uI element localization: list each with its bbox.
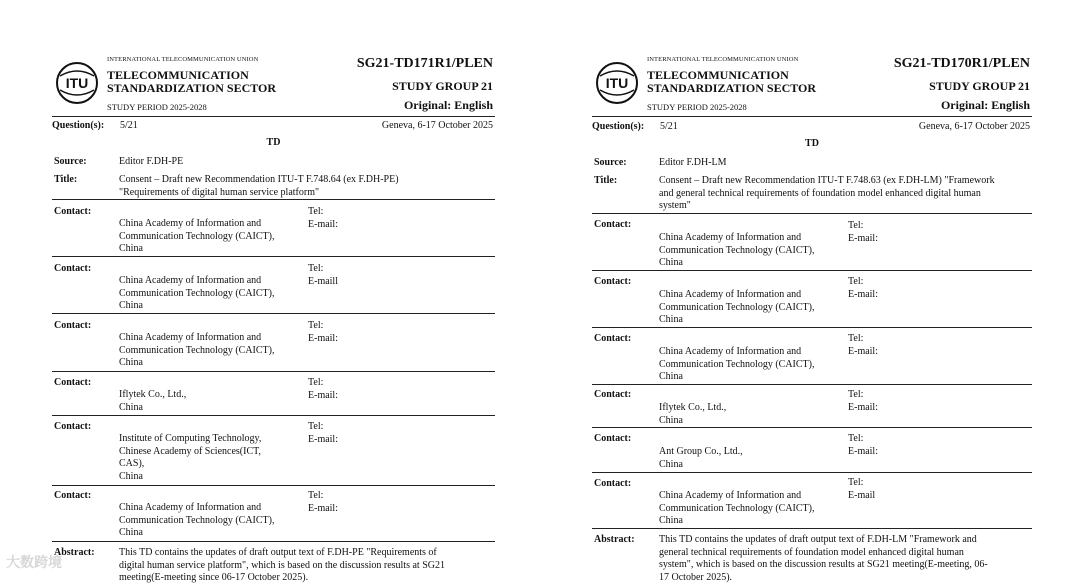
contact-org: Iflytek Co., Ltd., China (659, 402, 727, 426)
contact-label: Contact: (54, 206, 92, 217)
abstract-label: Abstract: (54, 547, 95, 558)
abstract-text: This TD contains the updates of draft output text of F.DH-PE "Requirements of digital human service platform", which is based on the discussion results at SG21 meeting(E-meeting since 06-17 October 2025). (119, 547, 445, 583)
contact-tel: Tel: E-mail (848, 477, 876, 501)
question-label: Question(s): (592, 121, 645, 132)
contact-label: Contact: (54, 421, 92, 432)
contact-label: Contact: (594, 433, 632, 444)
divider (52, 256, 495, 257)
contact-tel: Tel: E-mail: (848, 333, 878, 357)
question-label: Question(s): (52, 120, 105, 131)
contact-org: China Academy of Information and Communication Technology (CAICT), China (659, 346, 815, 382)
svg-text:ITU: ITU (65, 75, 89, 91)
contact-label: Contact: (54, 263, 92, 274)
contact-tel: Tel: E-maill (308, 263, 338, 287)
study-group: STUDY GROUP 21 (929, 79, 1030, 93)
source-value: Editor F.DH-LM (659, 157, 727, 168)
contact-org: China Academy of Information and Communication Technology (CAICT), China (659, 232, 815, 268)
divider (592, 116, 1032, 117)
location-date: Geneva, 6-17 October 2025 (381, 120, 493, 131)
contact-label: Contact: (594, 276, 632, 287)
divider (52, 116, 495, 117)
doc-number: SG21-TD171R1/PLEN (356, 56, 493, 71)
union-name: INTERNATIONAL TELECOMMUNICATION UNION (647, 56, 799, 63)
original-language: Original: English (403, 98, 493, 112)
divider (592, 472, 1032, 473)
contact-org: China Academy of Information and Communication Technology (CAICT), China (119, 218, 275, 254)
contact-tel: Tel: E-mail: (308, 206, 338, 230)
doc-number: SG21-TD170R1/PLEN (893, 56, 1030, 71)
contact-org: Ant Group Co., Ltd., China (659, 446, 743, 470)
title-value: Consent – Draft new Recommendation ITU-T F.748.64 (ex F.DH-PE) "Requirements of digital human service platform" (119, 174, 399, 198)
divider (592, 427, 1032, 428)
document-td171 (52, 0, 495, 584)
study-period: STUDY PERIOD 2025-2028 (107, 102, 207, 112)
title-label: Title: (54, 174, 78, 185)
source-label: Source: (54, 156, 87, 167)
union-name: INTERNATIONAL TELECOMMUNICATION UNION (107, 56, 259, 63)
contact-label: Contact: (54, 377, 92, 388)
contact-label: Contact: (594, 389, 632, 400)
divider (52, 371, 495, 372)
abstract-text: This TD contains the updates of draft output text of F.DH-LM "Framework and general technical requirements of foundation model enhanced digital human system", which is based on the discussion results at SG21 meeting(E-meeting, 06- 17 October 2025). (659, 534, 988, 583)
contact-tel: Tel: E-mail: (848, 276, 878, 300)
divider (52, 313, 495, 314)
divider (52, 541, 495, 542)
contact-label: Contact: (54, 320, 92, 331)
contact-org: China Academy of Information and Communication Technology (CAICT), China (119, 502, 275, 538)
contact-org: China Academy of Information and Communication Technology (CAICT), China (659, 289, 815, 325)
title-value: Consent – Draft new Recommendation ITU-T F.748.63 (ex F.DH-LM) "Framework and general technical requirements of foundation model enhanced digital human system" (659, 175, 995, 211)
doc-type: TD (805, 138, 819, 149)
contact-label: Contact: (594, 219, 632, 230)
divider (592, 384, 1032, 385)
divider (592, 270, 1032, 271)
source-value: Editor F.DH-PE (119, 156, 184, 167)
sector-name: TELECOMMUNICATION STANDARDIZATION SECTOR (647, 68, 817, 95)
question-value: 5/21 (660, 121, 678, 132)
contact-org: Institute of Computing Technology, Chinese Academy of Sciences(ICT, CAS), China (119, 433, 262, 482)
contact-tel: Tel: E-mail: (848, 220, 878, 244)
itu-logo-icon (54, 58, 100, 108)
svg-text:ITU: ITU (605, 75, 629, 91)
source-label: Source: (594, 157, 627, 168)
contact-tel: Tel: E-mail: (848, 389, 878, 413)
contact-org: China Academy of Information and Communication Technology (CAICT), China (119, 275, 275, 311)
original-language: Original: English (940, 98, 1030, 112)
contact-tel: Tel: E-mail: (308, 320, 338, 344)
divider (592, 213, 1032, 214)
contact-tel: Tel: E-mail: (308, 421, 338, 445)
question-value: 5/21 (120, 120, 138, 131)
divider (52, 199, 495, 200)
contact-org: China Academy of Information and Communication Technology (CAICT), China (659, 490, 815, 526)
doc-type: TD (266, 137, 281, 148)
divider (592, 528, 1032, 529)
divider (52, 415, 495, 416)
abstract-label: Abstract: (594, 534, 635, 545)
contact-label: Contact: (54, 490, 92, 501)
contact-label: Contact: (594, 333, 632, 344)
contact-label: Contact: (594, 478, 632, 489)
sector-name: TELECOMMUNICATION STANDARDIZATION SECTOR (107, 68, 277, 95)
watermark: 大数跨境 (6, 555, 62, 571)
contact-org: Iflytek Co., Ltd., China (119, 389, 187, 413)
contact-tel: Tel: E-mail: (308, 377, 338, 401)
contact-org: China Academy of Information and Communication Technology (CAICT), China (119, 332, 275, 368)
document-td170 (592, 0, 1032, 584)
title-label: Title: (594, 175, 618, 186)
study-group: STUDY GROUP 21 (392, 79, 493, 93)
divider (592, 327, 1032, 328)
location-date: Geneva, 6-17 October 2025 (918, 121, 1030, 132)
divider (52, 485, 495, 486)
study-period: STUDY PERIOD 2025-2028 (647, 102, 747, 112)
contact-tel: Tel: E-mail: (848, 433, 878, 457)
contact-tel: Tel: E-mail: (308, 490, 338, 514)
itu-logo-icon (594, 58, 640, 108)
